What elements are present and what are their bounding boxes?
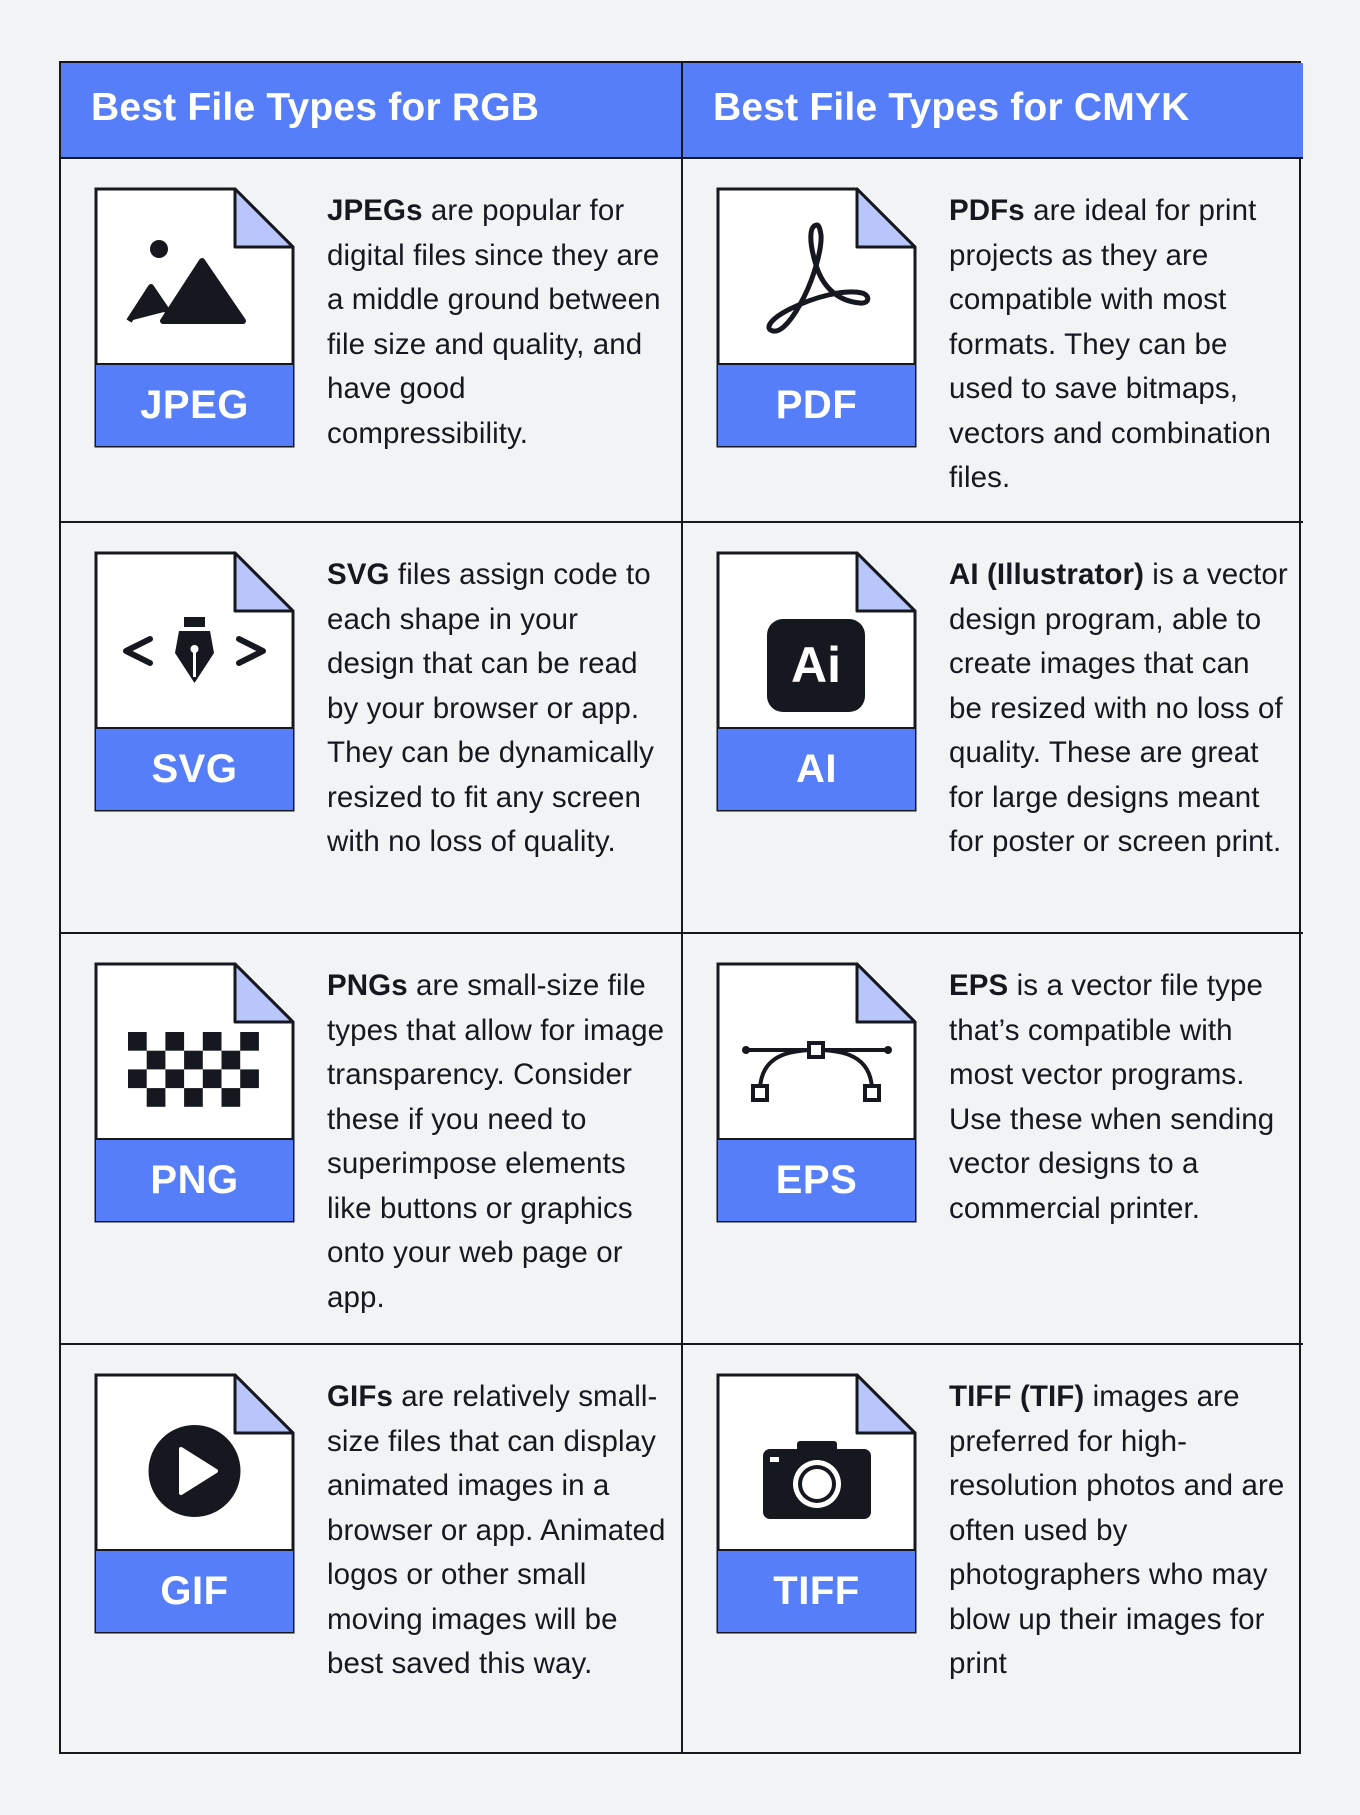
file-type-term: AI (Illustrator) — [949, 558, 1144, 591]
file-type-label: TIFF — [718, 1549, 915, 1632]
checker-square — [184, 1051, 203, 1070]
file-type-row-gif — [61, 1343, 681, 1754]
file-type-description: GIFs are relatively small-size files that can display animated images in a browser or app. Animated logos or other small moving images will be best saved this way. — [327, 1380, 666, 1680]
file-type-description: JPEGs are popular for digital files since they are a middle ground between file size and quality, and have good compressibility. — [327, 194, 661, 450]
file-types-table — [59, 61, 1301, 1754]
file-type-row-svg — [61, 521, 681, 932]
png-file-icon — [94, 962, 295, 1223]
file-type-term: GIFs — [327, 1380, 393, 1413]
pdf-file-icon — [716, 187, 917, 448]
illustrator-icon — [718, 553, 915, 729]
cmyk-column — [681, 63, 1303, 1752]
file-type-description: PDFs are ideal for print projects as they are compatible with most formats. They can be used to save bitmaps, vectors and combination files. — [949, 194, 1272, 494]
cmyk-header: Best File Types for CMYK — [683, 63, 1303, 159]
checkerboard-icon — [96, 964, 293, 1140]
checker-square — [147, 1051, 166, 1070]
camera-icon — [718, 1375, 915, 1551]
eps-file-icon — [716, 962, 917, 1223]
file-type-description: EPS is a vector file type that’s compatible with most vector programs. Use these when sending vector designs to a commercial printer. — [949, 969, 1275, 1225]
checker-square — [184, 1088, 203, 1107]
illustrator-icon-text: Ai — [791, 637, 841, 693]
file-type-label: PDF — [718, 363, 915, 446]
checker-square — [240, 1032, 259, 1051]
checker-square — [147, 1088, 166, 1107]
file-type-term: EPS — [949, 969, 1009, 1002]
play-icon — [96, 1375, 293, 1551]
file-type-term: JPEGs — [327, 194, 423, 227]
image-icon — [96, 189, 293, 365]
checker-square — [128, 1032, 147, 1051]
file-type-row-tiff — [683, 1343, 1303, 1754]
file-type-label: SVG — [96, 727, 293, 810]
rgb-column — [61, 63, 681, 1752]
file-type-term: TIFF (TIF) — [949, 1380, 1085, 1413]
file-type-label: PNG — [96, 1138, 293, 1221]
checker-square — [128, 1069, 147, 1088]
file-type-label: AI — [718, 727, 915, 810]
file-type-term: SVG — [327, 558, 390, 591]
checker-square — [222, 1088, 241, 1107]
ai-file-icon — [716, 551, 917, 812]
bezier-curve-icon — [718, 964, 915, 1140]
file-type-description: AI (Illustrator) is a vector design program, able to create images that can be resized with no loss of quality. These are great for large designs meant for poster or screen print. — [949, 558, 1288, 858]
checker-square — [222, 1051, 241, 1070]
file-type-row-pdf — [683, 159, 1303, 521]
file-type-row-png — [61, 932, 681, 1343]
file-type-term: PDFs — [949, 194, 1025, 227]
file-type-description: SVG files assign code to each shape in your design that can be read by your browser or app. They can be dynamically resized to fit any screen with no loss of quality. — [327, 558, 654, 858]
acrobat-icon — [718, 189, 915, 365]
svg-file-icon — [94, 551, 295, 812]
file-type-label: EPS — [718, 1138, 915, 1221]
file-type-term: PNGs — [327, 969, 408, 1002]
checker-square — [203, 1032, 222, 1051]
file-type-label: JPEG — [96, 363, 293, 446]
rgb-header: Best File Types for RGB — [61, 63, 681, 159]
file-type-row-ai — [683, 521, 1303, 932]
checker-square — [165, 1069, 184, 1088]
gif-file-icon — [94, 1373, 295, 1634]
file-type-description: TIFF (TIF) images are preferred for high-resolution photos and are often used by photographers who may blow up their images for print — [949, 1380, 1285, 1680]
file-type-description: PNGs are small-size file types that allow for image transparency. Consider these if you need to superimpose elements like buttons or graphics onto your web page or app. — [327, 969, 665, 1314]
checker-square — [203, 1069, 222, 1088]
file-type-row-eps — [683, 932, 1303, 1343]
file-type-row-jpeg — [61, 159, 681, 521]
tiff-file-icon — [716, 1373, 917, 1634]
checker-square — [165, 1032, 184, 1051]
jpeg-file-icon — [94, 187, 295, 448]
file-type-label: GIF — [96, 1549, 293, 1632]
pen-code-icon — [96, 553, 293, 729]
checker-square — [240, 1069, 259, 1088]
